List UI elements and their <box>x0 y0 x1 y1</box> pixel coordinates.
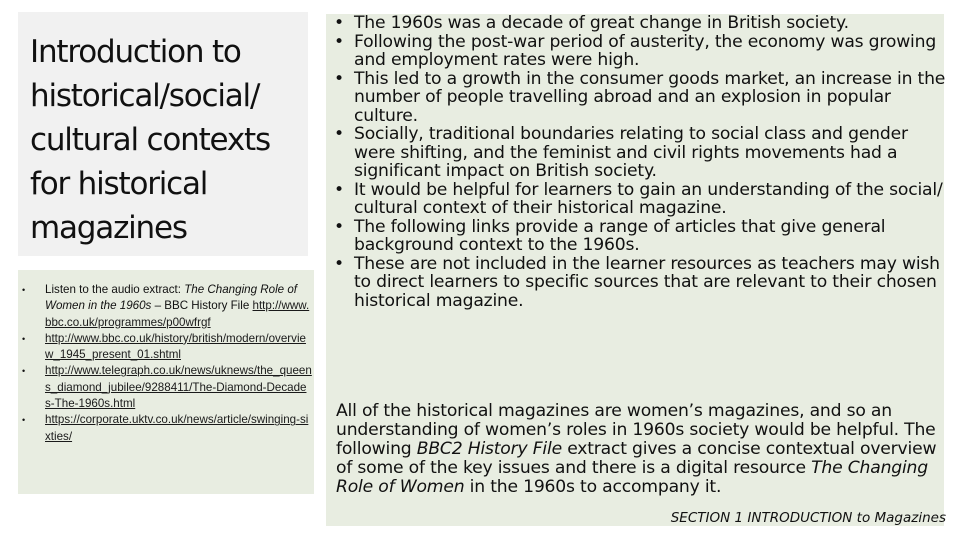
list-item <box>334 70 946 126</box>
uktv-link[interactable]: https://corporate.uktv.co.uk/news/article/swinging-sixties/ <box>45 413 309 443</box>
list-item <box>334 218 946 255</box>
bullet-icon: • <box>22 285 26 295</box>
list-item <box>22 331 312 364</box>
list-item <box>22 412 312 445</box>
list-item <box>334 33 946 70</box>
telegraph-link[interactable]: http://www.telegraph.co.uk/news/uknews/the_queens_diamond_jubilee/9288411/The-Diamond-Decades-The-1960s.html <box>45 364 312 411</box>
bullet-icon: • <box>334 124 344 144</box>
bbc-history-link[interactable]: http://www.bbc.co.uk/history/british/modern/overview_1945_present_01.shtml <box>45 331 306 362</box>
summary-paragraph <box>336 402 944 497</box>
bbc-programme-link[interactable]: http://www.bbc.co.uk/programmes/p00wfrgf <box>45 299 310 329</box>
section-footer: SECTION 1 INTRODUCTION to Magazines <box>670 510 946 526</box>
para-text: All of the historical magazines are women’s magazines, and so an understanding of women’s roles in 1960s society would be helpful. The following <box>336 401 936 459</box>
bullet-icon: • <box>334 68 344 89</box>
bullet-text: Following the post-war period of austerity, the economy was growing and employment rates were high. <box>354 31 937 70</box>
list-item <box>22 363 312 412</box>
para-text: extract gives a concise contextual overview of some of the key issues and there is a digital resource <box>336 439 937 478</box>
links-list <box>22 282 312 445</box>
bullet-text: The following links provide a range of articles that give general background context to the 1960s. <box>354 216 886 255</box>
list-item <box>22 282 312 331</box>
para-text: in the 1960s to accompany it. <box>464 477 722 497</box>
bullet-text: This led to a growth in the consumer goods market, an increase in the number of people travelling abroad and an explosion in popular culture. <box>354 68 946 126</box>
bullet-icon: • <box>334 31 344 52</box>
bullet-icon: • <box>334 13 344 33</box>
audio-intro-text: Listen to the audio extract: <box>45 283 185 296</box>
audio-title: The Changing Role of Women in the 1960s <box>45 283 298 313</box>
bullet-icon: • <box>22 333 26 344</box>
slide-title: Introduction to historical/social/ cultural contexts for historical magazines <box>30 34 270 246</box>
bullet-text: Socially, traditional boundaries relating to social class and gender were shifting, and the feminist and civil rights movements had a significant impact on British society. <box>354 124 908 181</box>
bullet-icon: • <box>22 415 26 426</box>
list-item <box>334 125 946 181</box>
bullet-text: It would be helpful for learners to gain an understanding of the social/ cultural context of their historical magazine. <box>354 179 943 218</box>
list-item <box>334 14 946 33</box>
bullet-icon: • <box>334 253 344 274</box>
list-item <box>334 181 946 218</box>
bullet-icon: • <box>334 216 344 237</box>
bullet-icon: • <box>22 366 26 377</box>
audio-source: – BBC History File <box>151 299 250 313</box>
bullet-text: These are not included in the learner resources as teachers may wish to direct learners to specific sources that are relevant to their chosen historical magazine. <box>354 253 940 311</box>
bullet-text: The 1960s was a decade of great change in British society. <box>354 13 849 33</box>
para-italic: BBC2 History File <box>416 439 562 459</box>
context-bullets <box>334 14 946 310</box>
bullet-icon: • <box>334 179 344 200</box>
list-item <box>334 255 946 311</box>
para-italic: The Changing Role of Women <box>336 458 928 497</box>
